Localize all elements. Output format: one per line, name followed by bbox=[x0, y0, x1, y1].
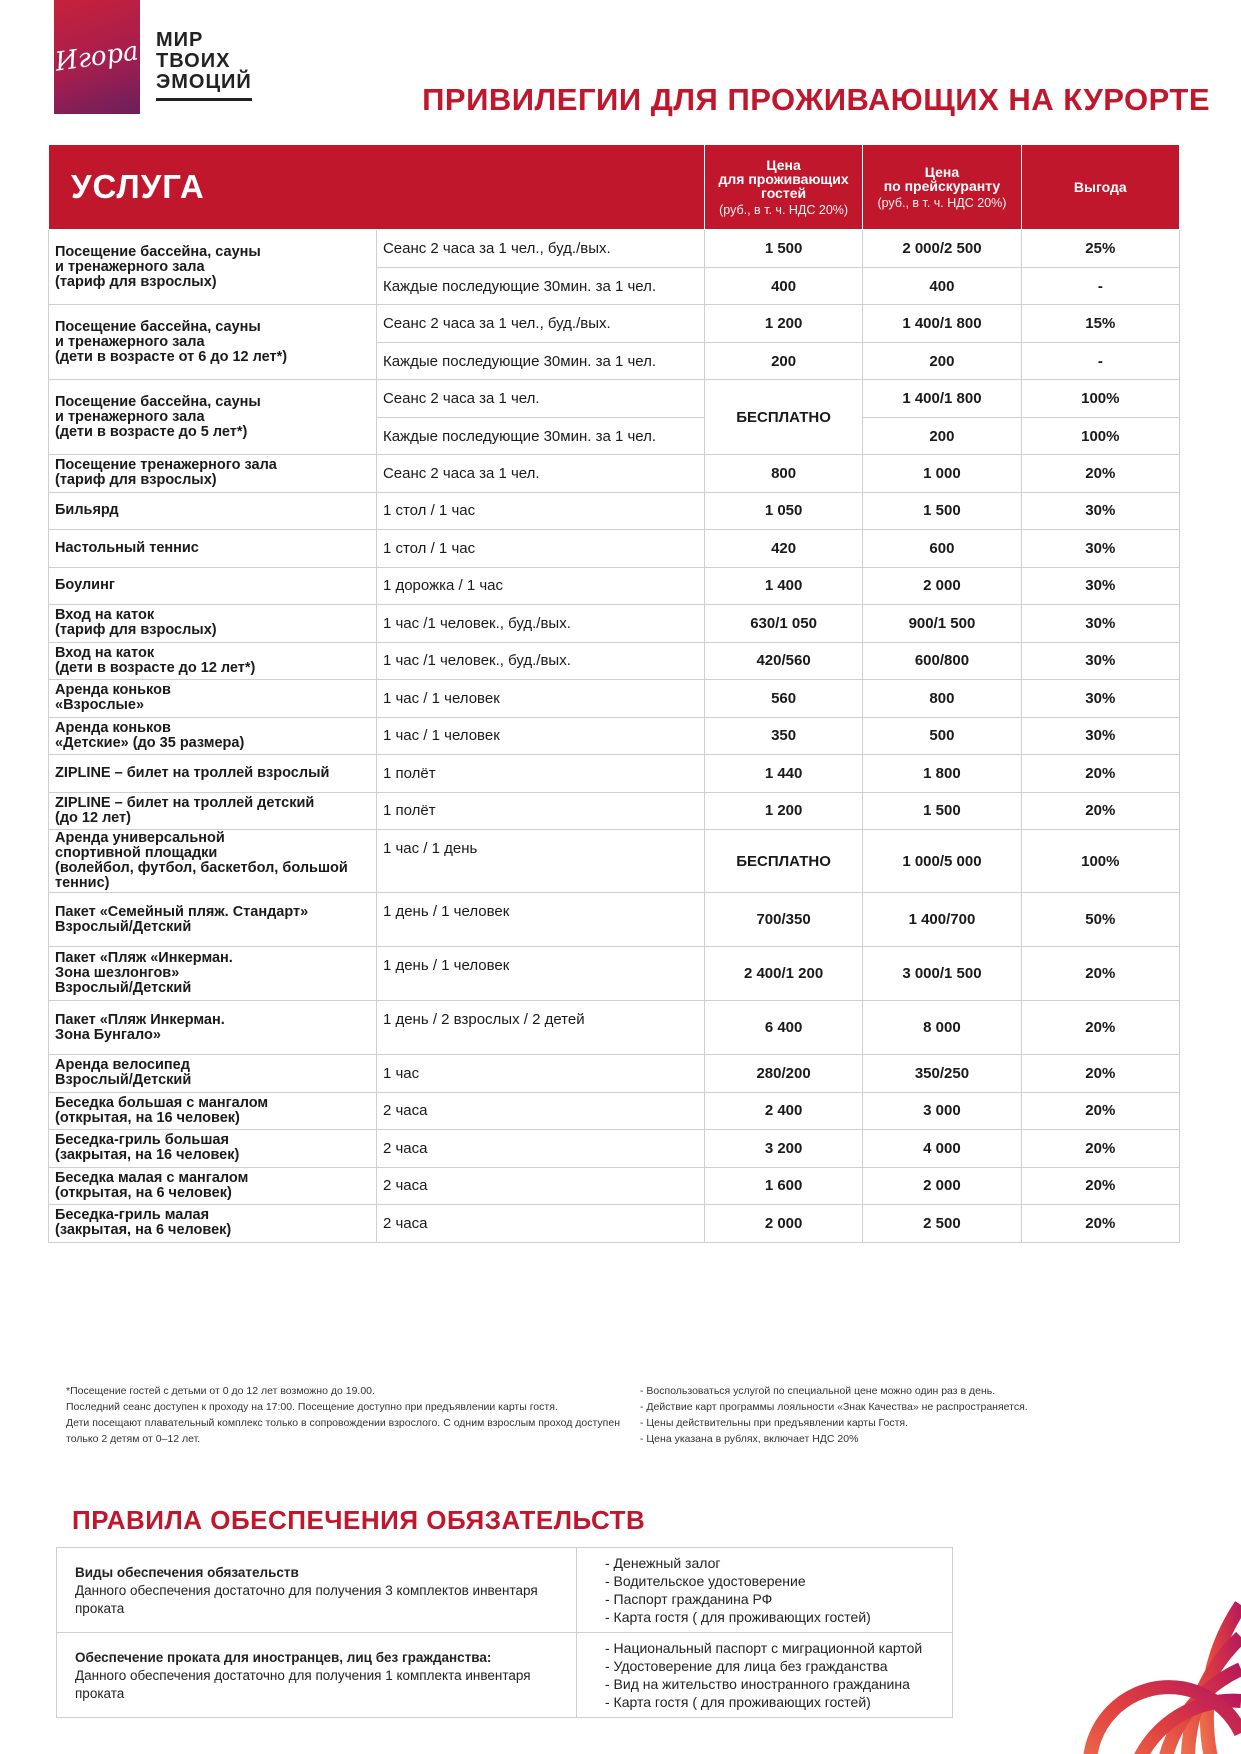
benefit-cell: 30% bbox=[1021, 717, 1179, 755]
service-name bbox=[49, 947, 377, 1001]
service-name bbox=[49, 755, 377, 793]
unit-cell: 1 день / 1 человек bbox=[376, 893, 704, 947]
benefit-cell: 20% bbox=[1021, 755, 1179, 793]
rules-item: - Удостоверение для лица без гражданства bbox=[605, 1658, 888, 1674]
list-price-cell: 4 000 bbox=[863, 1130, 1021, 1168]
guest-price-cell: 6 400 bbox=[704, 1001, 862, 1055]
service-name-line: Пакет «Пляж «Инкерман. bbox=[55, 950, 233, 966]
service-name bbox=[49, 1001, 377, 1055]
unit-cell: Каждые последующие 30мин. за 1 чел. bbox=[376, 343, 704, 380]
service-name-line: Посещение бассейна, сауны bbox=[55, 393, 261, 410]
unit-cell: 1 полёт bbox=[376, 792, 704, 830]
service-name-line: Настольный теннис bbox=[55, 539, 199, 556]
benefit-cell: 100% bbox=[1021, 418, 1179, 455]
brand-tagline-line: ЭМОЦИЙ bbox=[156, 71, 252, 93]
benefit-cell: 30% bbox=[1021, 642, 1179, 680]
header-guest-price-line1: Цена bbox=[766, 156, 801, 173]
unit-cell: Сеанс 2 часа за 1 чел., буд./вых. bbox=[376, 305, 704, 343]
service-name bbox=[49, 230, 377, 305]
benefit-cell: 20% bbox=[1021, 1130, 1179, 1168]
footnotes-right bbox=[640, 1383, 1140, 1447]
footnote: *Посещение гостей с детьми от 0 до 12 лет возможно до 19.00. bbox=[66, 1385, 375, 1397]
list-price-cell: 500 bbox=[863, 717, 1021, 755]
unit-cell: Сеанс 2 часа за 1 чел. bbox=[376, 455, 704, 493]
unit-cell: 1 час /1 человек., буд./вых. bbox=[376, 642, 704, 680]
unit-cell: 2 часа bbox=[376, 1167, 704, 1205]
table-header-row bbox=[49, 145, 1180, 230]
guest-price-cell: 630/1 050 bbox=[704, 605, 862, 643]
service-name bbox=[49, 717, 377, 755]
page-title: ПРИВИЛЕГИИ ДЛЯ ПРОЖИВАЮЩИХ НА КУРОРТЕ bbox=[422, 82, 1210, 117]
guest-price-cell: 420/560 bbox=[704, 642, 862, 680]
footnote: Дети посещают плавательный комплекс только в сопровождении взрослого. С одним взрослым проход доступен только 2 детям от 0–12 лет. bbox=[66, 1417, 620, 1445]
benefit-cell: - bbox=[1021, 343, 1179, 380]
list-price-cell: 1 500 bbox=[863, 792, 1021, 830]
service-name-line: Посещение бассейна, сауны bbox=[55, 318, 261, 335]
list-price-cell: 2 500 bbox=[863, 1205, 1021, 1243]
guest-price-cell: 350 bbox=[704, 717, 862, 755]
decorative-arc bbox=[1129, 1701, 1241, 1754]
benefit-cell: 15% bbox=[1021, 305, 1179, 343]
benefit-cell: 100% bbox=[1021, 380, 1179, 418]
guest-price-cell: 400 bbox=[704, 268, 862, 305]
guest-price-cell: 700/350 bbox=[704, 893, 862, 947]
list-price-cell: 1 400/1 800 bbox=[863, 305, 1021, 343]
benefit-cell: 20% bbox=[1021, 455, 1179, 493]
footnote: - Цены действительны при предъявлении карты Гостя. bbox=[640, 1417, 909, 1429]
service-name-line: Беседка большая с мангалом bbox=[55, 1094, 269, 1111]
service-name-line: «Детские» (до 35 размера) bbox=[55, 734, 245, 751]
service-name-line: (дети в возрасте до 12 лет*) bbox=[55, 659, 256, 676]
service-name bbox=[49, 455, 377, 493]
header-list-price bbox=[863, 145, 1021, 230]
decorative-arc bbox=[1188, 1637, 1241, 1754]
service-name-line: (волейбол, футбол, баскетбол, большой bbox=[55, 860, 348, 876]
brand-logo-text: Игора bbox=[53, 36, 141, 78]
footnote: - Воспользоваться услугой по специальной цене можно один раз в день. bbox=[640, 1385, 996, 1397]
guest-price-cell: 2 000 bbox=[704, 1205, 862, 1243]
list-price-cell: 350/250 bbox=[863, 1055, 1021, 1093]
list-price-cell: 3 000/1 500 bbox=[863, 947, 1021, 1001]
service-name-line: (открытая, на 16 человек) bbox=[55, 1109, 240, 1126]
service-name-line: Взрослый/Детский bbox=[55, 1072, 192, 1089]
list-price-cell: 1 000 bbox=[863, 455, 1021, 493]
service-name bbox=[49, 1205, 377, 1243]
decorative-arc bbox=[1161, 1669, 1241, 1754]
brand-tagline bbox=[156, 30, 266, 93]
brand-tagline-line: ТВОИХ bbox=[156, 50, 231, 72]
table-row bbox=[49, 830, 1180, 893]
service-name bbox=[49, 792, 377, 830]
rules-item: - Водительское удостоверение bbox=[605, 1573, 806, 1589]
header-guest-price bbox=[704, 145, 862, 230]
list-price-cell: 1 000/5 000 bbox=[863, 830, 1021, 893]
table-row bbox=[49, 380, 1180, 418]
benefit-cell: 20% bbox=[1021, 1092, 1179, 1130]
rules-item: - Паспорт гражданина РФ bbox=[605, 1591, 773, 1607]
service-name-line: Беседка-гриль большая bbox=[55, 1132, 229, 1149]
service-name-line: и тренажерного зала bbox=[55, 258, 205, 275]
price-table bbox=[48, 144, 1180, 1243]
service-name-line: Посещение тренажерного зала bbox=[55, 457, 277, 474]
benefit-cell: 25% bbox=[1021, 230, 1179, 268]
unit-cell: 1 дорожка / 1 час bbox=[376, 567, 704, 605]
unit-cell: 1 день / 1 человек bbox=[376, 947, 704, 1001]
service-name bbox=[49, 680, 377, 718]
service-name-line: (тариф для взрослых) bbox=[55, 472, 217, 489]
table-row bbox=[49, 1167, 1180, 1205]
service-name-line: Взрослый/Детский bbox=[55, 980, 192, 996]
list-price-cell: 2 000/2 500 bbox=[863, 230, 1021, 268]
service-name-line: Пакет «Пляж Инкерман. bbox=[55, 1011, 225, 1028]
service-name bbox=[49, 305, 377, 380]
brand-logo bbox=[54, 0, 140, 114]
benefit-cell: 20% bbox=[1021, 1001, 1179, 1055]
table-row bbox=[49, 230, 1180, 268]
guest-price-cell: 1 500 bbox=[704, 230, 862, 268]
list-price-cell: 200 bbox=[863, 418, 1021, 455]
benefit-cell: 30% bbox=[1021, 530, 1179, 568]
service-name bbox=[49, 567, 377, 605]
service-name bbox=[49, 1055, 377, 1093]
service-name-line: Зона шезлонгов» bbox=[55, 965, 180, 981]
table-row bbox=[49, 755, 1180, 793]
guest-price-cell: 1 440 bbox=[704, 755, 862, 793]
service-name-line: Аренда коньков bbox=[55, 719, 171, 736]
benefit-cell: 20% bbox=[1021, 1205, 1179, 1243]
table-row bbox=[49, 567, 1180, 605]
rules-title: ПРАВИЛА ОБЕСПЕЧЕНИЯ ОБЯЗАТЕЛЬСТВ bbox=[72, 1505, 646, 1535]
decorative-arc bbox=[1090, 1687, 1241, 1754]
service-name-line: (до 12 лет) bbox=[55, 809, 131, 826]
table-row bbox=[49, 1130, 1180, 1168]
table-row bbox=[49, 792, 1180, 830]
service-name-line: ZIPLINE – билет на троллей детский bbox=[55, 794, 315, 811]
table-row bbox=[49, 717, 1180, 755]
table-row bbox=[49, 1205, 1180, 1243]
table-row bbox=[49, 1001, 1180, 1055]
list-price-cell: 3 000 bbox=[863, 1092, 1021, 1130]
service-name-line: (дети в возрасте от 6 до 12 лет*) bbox=[55, 348, 288, 365]
guest-price-cell: 280/200 bbox=[704, 1055, 862, 1093]
benefit-cell: - bbox=[1021, 268, 1179, 305]
benefit-cell: 30% bbox=[1021, 492, 1179, 530]
service-name-line: Взрослый/Детский bbox=[55, 918, 192, 935]
header-list-price-line2: по прейскуранту bbox=[883, 177, 1001, 194]
service-name-line: и тренажерного зала bbox=[55, 333, 205, 350]
benefit-cell: 20% bbox=[1021, 1055, 1179, 1093]
unit-cell: 2 часа bbox=[376, 1092, 704, 1130]
unit-cell: 1 час bbox=[376, 1055, 704, 1093]
unit-cell: Каждые последующие 30мин. за 1 чел. bbox=[376, 268, 704, 305]
rules-table bbox=[56, 1547, 953, 1718]
unit-cell: 1 час / 1 день bbox=[376, 830, 704, 893]
benefit-cell: 20% bbox=[1021, 947, 1179, 1001]
service-name-line: (закрытая, на 16 человек) bbox=[55, 1147, 240, 1164]
header-guest-price-line2: для проживающих гостей bbox=[718, 170, 849, 201]
unit-cell: 1 час / 1 человек bbox=[376, 717, 704, 755]
guest-price-cell: 420 bbox=[704, 530, 862, 568]
service-name-line: (тариф для взрослых) bbox=[55, 273, 217, 290]
service-name-line: Вход на каток bbox=[55, 644, 155, 661]
guest-price-cell: 1 200 bbox=[704, 305, 862, 343]
service-name-line: Беседка малая с мангалом bbox=[55, 1169, 249, 1186]
table-row bbox=[49, 305, 1180, 343]
rules-item: - Карта гостя ( для проживающих гостей) bbox=[605, 1694, 871, 1710]
service-name bbox=[49, 1092, 377, 1130]
service-name-line: Аренда велосипед bbox=[55, 1057, 190, 1074]
guest-price-cell: БЕСПЛАТНО bbox=[704, 380, 862, 455]
table-row bbox=[49, 1092, 1180, 1130]
header-benefit: Выгода bbox=[1021, 145, 1179, 230]
service-name-line: и тренажерного зала bbox=[55, 408, 205, 425]
table-row bbox=[49, 947, 1180, 1001]
service-name-line: спортивной площадки bbox=[55, 845, 218, 861]
header-list-price-note: (руб., в т. ч. НДС 20%) bbox=[877, 195, 1007, 210]
list-price-cell: 2 000 bbox=[863, 1167, 1021, 1205]
unit-cell: 1 стол / 1 час bbox=[376, 530, 704, 568]
rules-row-description bbox=[57, 1548, 577, 1633]
service-name bbox=[49, 642, 377, 680]
decorative-arc bbox=[1207, 1605, 1241, 1754]
guest-price-cell: 200 bbox=[704, 343, 862, 380]
rules-row-description bbox=[57, 1633, 577, 1718]
service-name bbox=[49, 1130, 377, 1168]
guest-price-cell: 1 200 bbox=[704, 792, 862, 830]
unit-cell: 1 стол / 1 час bbox=[376, 492, 704, 530]
list-price-cell: 400 bbox=[863, 268, 1021, 305]
guest-price-cell: 800 bbox=[704, 455, 862, 493]
header-guest-price-note: (руб., в т. ч. НДС 20%) bbox=[719, 202, 849, 217]
guest-price-cell: 1 050 bbox=[704, 492, 862, 530]
rules-row-heading: Обеспечение проката для иностранцев, лиц без гражданства: bbox=[75, 1650, 492, 1665]
service-name bbox=[49, 893, 377, 947]
benefit-cell: 30% bbox=[1021, 680, 1179, 718]
service-name bbox=[49, 830, 377, 893]
list-price-cell: 600 bbox=[863, 530, 1021, 568]
list-price-cell: 900/1 500 bbox=[863, 605, 1021, 643]
unit-cell: 1 день / 2 взрослых / 2 детей bbox=[376, 1001, 704, 1055]
benefit-cell: 30% bbox=[1021, 605, 1179, 643]
header-service: УСЛУГА bbox=[49, 145, 705, 230]
guest-price-cell: 1 600 bbox=[704, 1167, 862, 1205]
rules-item: - Денежный залог bbox=[605, 1555, 721, 1571]
rules-row-items bbox=[577, 1633, 953, 1718]
guest-price-cell: 3 200 bbox=[704, 1130, 862, 1168]
price-table-body bbox=[49, 230, 1180, 1243]
service-name-line: «Взрослые» bbox=[55, 697, 145, 714]
list-price-cell: 600/800 bbox=[863, 642, 1021, 680]
rules-row-heading: Виды обеспечения обязательств bbox=[75, 1565, 299, 1580]
list-price-cell: 1 800 bbox=[863, 755, 1021, 793]
service-name-line: Боулинг bbox=[55, 577, 115, 594]
unit-cell: 1 час /1 человек., буд./вых. bbox=[376, 605, 704, 643]
service-name-line: ZIPLINE – билет на троллей взрослый bbox=[55, 764, 330, 781]
unit-cell: 1 полёт bbox=[376, 755, 704, 793]
service-name-line: (открытая, на 6 человек) bbox=[55, 1184, 232, 1201]
service-name bbox=[49, 1167, 377, 1205]
list-price-cell: 8 000 bbox=[863, 1001, 1021, 1055]
table-row bbox=[49, 642, 1180, 680]
table-row bbox=[49, 893, 1180, 947]
service-name bbox=[49, 492, 377, 530]
table-row bbox=[49, 492, 1180, 530]
rules-item: - Вид на жительство иностранного гражданина bbox=[605, 1676, 910, 1692]
rules-item: - Национальный паспорт с миграционной картой bbox=[605, 1640, 923, 1656]
list-price-cell: 800 bbox=[863, 680, 1021, 718]
list-price-cell: 2 000 bbox=[863, 567, 1021, 605]
service-name-line: Аренда коньков bbox=[55, 682, 171, 699]
list-price-cell: 200 bbox=[863, 343, 1021, 380]
table-row bbox=[49, 605, 1180, 643]
footnote: - Цена указана в рублях, включает НДС 20% bbox=[640, 1433, 859, 1445]
service-name-line: (дети в возрасте до 5 лет*) bbox=[55, 423, 248, 440]
guest-price-cell: 2 400/1 200 bbox=[704, 947, 862, 1001]
footnote: Последний сеанс доступен к проходу на 17:00. Посещение доступно при предъявлении карты гостя. bbox=[66, 1401, 558, 1413]
service-name-line: Зона Бунгало» bbox=[55, 1026, 161, 1043]
brand-underline bbox=[156, 98, 252, 101]
benefit-cell: 50% bbox=[1021, 893, 1179, 947]
guest-price-cell: БЕСПЛАТНО bbox=[704, 830, 862, 893]
footnotes-left bbox=[66, 1383, 626, 1447]
service-name-line: Беседка-гриль малая bbox=[55, 1207, 210, 1224]
table-row bbox=[49, 1055, 1180, 1093]
service-name-line: Вход на каток bbox=[55, 607, 155, 624]
service-name bbox=[49, 605, 377, 643]
table-row bbox=[49, 455, 1180, 493]
rules-row bbox=[57, 1548, 953, 1633]
service-name-line: Бильярд bbox=[55, 502, 119, 519]
service-name-line: Посещение бассейна, сауны bbox=[55, 243, 261, 260]
table-row bbox=[49, 680, 1180, 718]
service-name bbox=[49, 530, 377, 568]
rules-item: - Карта гостя ( для проживающих гостей) bbox=[605, 1609, 871, 1625]
brand-tagline-line: МИР bbox=[156, 29, 204, 51]
service-name-line: Аренда универсальной bbox=[55, 830, 225, 846]
rules-row-text: Данного обеспечения достаточно для получения 3 комплектов инвентаря проката bbox=[75, 1583, 538, 1616]
table-row bbox=[49, 530, 1180, 568]
benefit-cell: 30% bbox=[1021, 567, 1179, 605]
list-price-cell: 1 400/1 800 bbox=[863, 380, 1021, 418]
rules-row-text: Данного обеспечения достаточно для получения 1 комплекта инвентаря проката bbox=[75, 1668, 531, 1701]
rules-row-items bbox=[577, 1548, 953, 1633]
list-price-cell: 1 400/700 bbox=[863, 893, 1021, 947]
service-name-line: Пакет «Семейный пляж. Стандарт» bbox=[55, 903, 309, 920]
service-name-line: (закрытая, на 6 человек) bbox=[55, 1222, 232, 1239]
guest-price-cell: 2 400 bbox=[704, 1092, 862, 1130]
rules-row bbox=[57, 1633, 953, 1718]
list-price-cell: 1 500 bbox=[863, 492, 1021, 530]
service-name-line: теннис) bbox=[55, 875, 110, 891]
guest-price-cell: 560 bbox=[704, 680, 862, 718]
service-name-line: (тариф для взрослых) bbox=[55, 622, 217, 639]
header-list-price-line1: Цена bbox=[924, 163, 960, 180]
unit-cell: Сеанс 2 часа за 1 чел., буд./вых. bbox=[376, 230, 704, 268]
benefit-cell: 20% bbox=[1021, 1167, 1179, 1205]
unit-cell: 1 час / 1 человек bbox=[376, 680, 704, 718]
footnote: - Действие карт программы лояльности «Знак Качества» не распространяется. bbox=[640, 1401, 1028, 1413]
unit-cell: 2 часа bbox=[376, 1130, 704, 1168]
benefit-cell: 100% bbox=[1021, 830, 1179, 893]
unit-cell: Сеанс 2 часа за 1 чел. bbox=[376, 380, 704, 418]
service-name bbox=[49, 380, 377, 455]
unit-cell: 2 часа bbox=[376, 1205, 704, 1243]
benefit-cell: 20% bbox=[1021, 792, 1179, 830]
guest-price-cell: 1 400 bbox=[704, 567, 862, 605]
unit-cell: Каждые последующие 30мин. за 1 чел. bbox=[376, 418, 704, 455]
